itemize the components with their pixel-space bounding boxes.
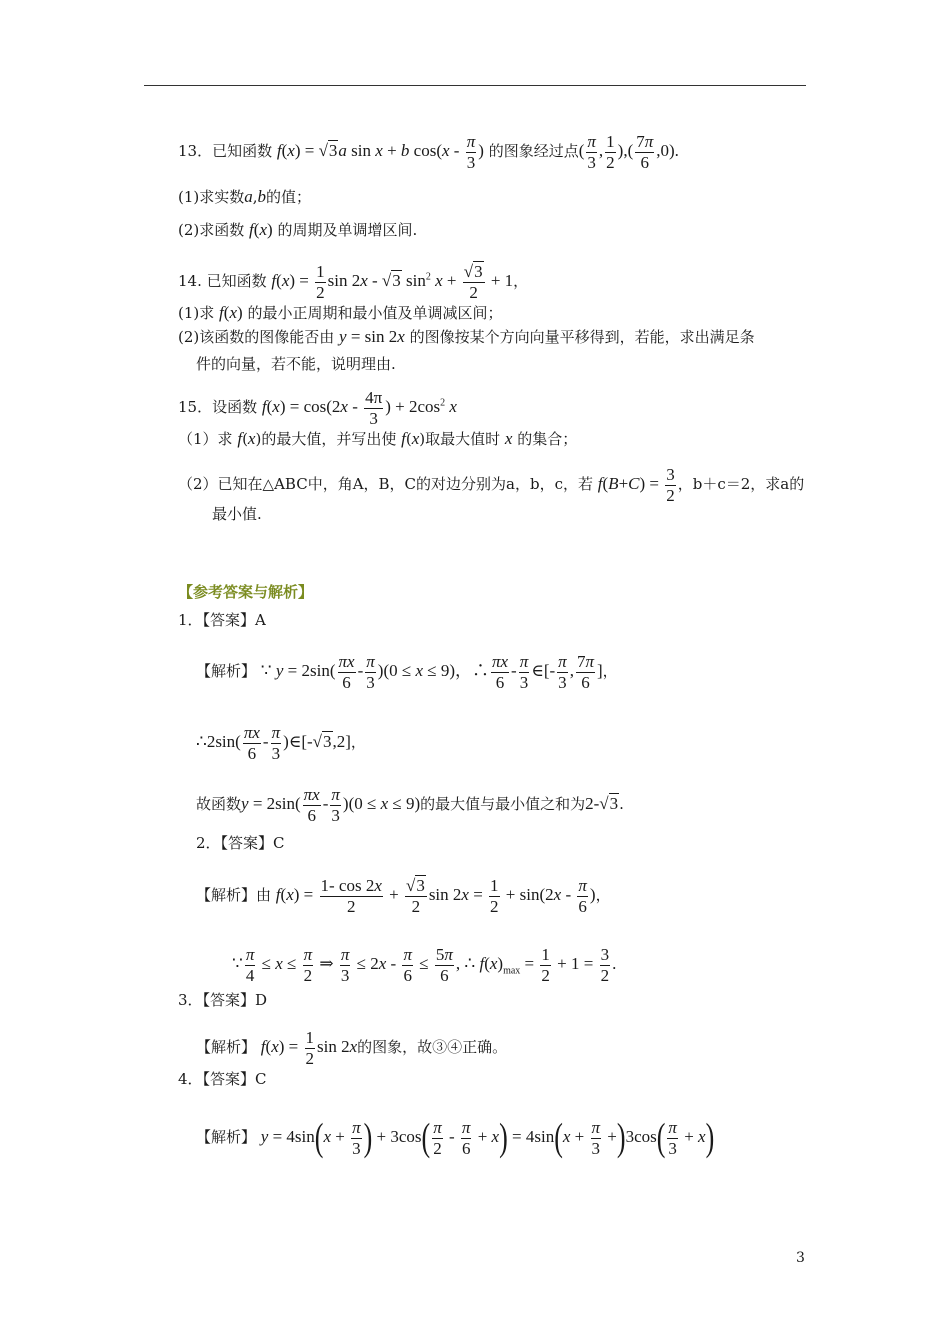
q15-part1: （1）求 f(x)的最大值，并写出使 f(x)取最大值时 x 的集合； <box>178 429 578 448</box>
q14-part1: (1)求 f(x) 的最小正周期和最小值及单调减区间； <box>178 303 503 322</box>
solution-1-line1: 【解析】 ∵ y = 2sin( $\frac{\pi x}{6}$ - $\frac{\pi}{3}$ )(0 ≤ x ≤ 9)，∴ $\frac{\pi x}{6}$ - $\frac{\pi}{3}$ ∈[- $\frac{\pi}{3}$ , $\frac{7\pi}{6}$ ]， <box>196 652 618 692</box>
solution-2-line1: 【解析】由 f(x) = $\frac{1- \cos 2x}{2}$ + $\frac{√3}{2}$ sin 2x = $\frac{1}{2}$ + sin(2x - $\frac{\pi}{6}$ )， <box>196 876 611 916</box>
solution-1-line2: ∴2sin( $\frac{\pi x}{6}$ - $\frac{\pi}{3}$ )∈[-√3,2]， <box>196 723 366 763</box>
solution-2-line2: ∵ $\frac{\pi}{4}$ ≤ x ≤ $\frac{\pi}{2}$ ⇒ $\frac{\pi}{3}$ ≤ 2x - $\frac{\pi}{6}$ ≤ $\frac{5\pi}{6}$ , ∴ $f(x)_{max}$ = $\frac{1}{2}$ + 1 = $\frac{3}{2}$ . <box>232 945 617 985</box>
answers-heading: 【参考答案与解析】 <box>178 583 314 601</box>
q15-label: 15．设函数 <box>178 397 258 416</box>
q15-part2-cont: 最小值. <box>212 505 262 523</box>
answer-3: 3．【答案】D <box>178 991 268 1009</box>
solution-1-line3: 故函数y = 2sin( $\frac{\pi x}{6}$ - $\frac{\pi}{3}$ )(0 ≤ x ≤ 9)的最大值与最小值之和为2-√3. <box>196 785 624 825</box>
solution-4: 【解析】 y = 4sin(x + $\frac{\pi}{3}$ ) + 3cos( $\frac{\pi}{2}$ - $\frac{\pi}{6}$ + x) = 4sin(x + $\frac{\pi}{3}$ +)3cos( $\frac{\pi}{3}$ + x) <box>196 1115 715 1160</box>
q13-after: 的图象经过点 <box>488 141 579 160</box>
q13-part1: (1)求实数a,b的值； <box>178 187 312 206</box>
solution-4-formula: y = 4sin(x + $\frac{\pi}{3}$ ) + 3cos( $\frac{\pi}{2}$ - $\frac{\pi}{6}$ + x) = 4sin(x + $\frac{\pi}{3}$ +)3cos( $\frac{\pi}{3}$ + x) <box>260 1115 715 1160</box>
answer-1: 1．【答案】A <box>178 611 266 629</box>
q15-line <box>178 388 457 428</box>
q14-label: 14. 已知函数 <box>178 271 267 290</box>
q13-label: 13．已知函数 <box>178 141 273 160</box>
q13-formula: f(x) = √3a sin x + b cos(x - $\frac{\pi}{3}$ ) <box>276 132 484 172</box>
header-rule <box>144 85 806 86</box>
answer-2: 2．【答案】C <box>196 834 285 852</box>
q13-part2: (2)求函数 f(x) 的周期及单调增区间. <box>178 220 418 239</box>
q15-part2: （2）已知在△ABC中，角A，B，C的对边分别为a，b，c，若 f(B+C) = $\frac{3}{2}$ ，b＋c＝2，求a的 <box>178 465 805 505</box>
solution-3: 【解析】 f(x) = $\frac{1}{2}$ sin 2x的图象，故③④正确。 <box>196 1028 508 1068</box>
page-number: 3 <box>796 1250 805 1266</box>
q14-part2: (2)该函数的图像能否由 y = sin 2x 的图像按某个方向向量平移得到，若能，求出满足条 <box>178 327 755 346</box>
q13-line <box>178 132 679 172</box>
q13-points: ( $\frac{\pi}{3}$ , $\frac{1}{2}$ ),( $\frac{7\pi}{6}$ ,0). <box>578 132 679 172</box>
q14-formula: f(x) = $\frac{1}{2}$ sin 2x - √3 $\sin^2 x$ + $\frac{√3}{2}$ + 1 <box>271 262 514 302</box>
q15-formula: f(x) = cos(2x - $\frac{4\pi}{3}$ ) + $2\cos^2$ x <box>261 388 457 428</box>
q14-line: 14. 已知函数 f(x) = $\frac{1}{2}$ sin 2x - √3 $\sin^2 x$ + $\frac{√3}{2}$ + 1， <box>178 262 529 302</box>
answer-4: 4．【答案】C <box>178 1070 267 1088</box>
q14-part2-cont: 件的向量，若不能，说明理由. <box>196 355 396 373</box>
